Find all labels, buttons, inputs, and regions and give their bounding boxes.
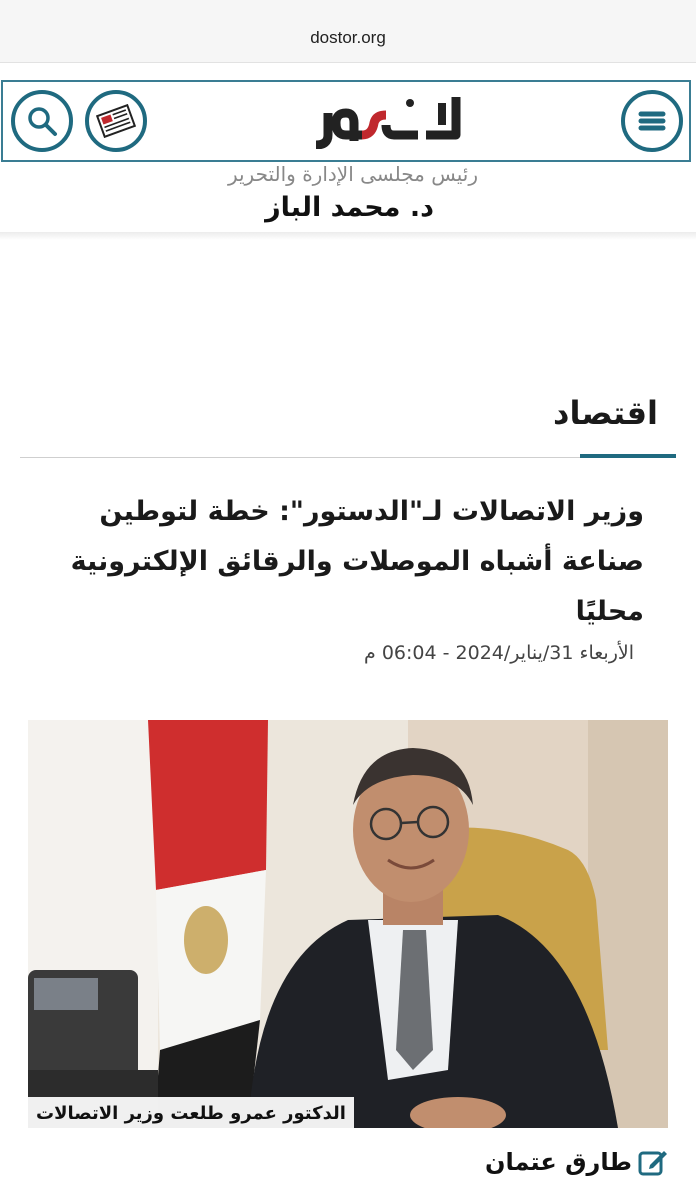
newspaper-icon: [96, 104, 136, 138]
article-date: الأربعاء 31/يناير/2024 - 06:04 م: [364, 642, 634, 664]
site-header: [1, 80, 691, 162]
search-button[interactable]: [11, 90, 73, 152]
section-accent-bar: [580, 454, 676, 458]
url-text[interactable]: dostor.org: [310, 28, 386, 47]
section-divider: [20, 457, 676, 458]
edit-icon: [638, 1148, 668, 1176]
search-icon: [26, 105, 58, 137]
menu-button[interactable]: [621, 90, 683, 152]
browser-address-bar[interactable]: [0, 0, 696, 63]
site-logo[interactable]: [303, 88, 468, 150]
article-photo: [28, 720, 668, 1128]
newspaper-button[interactable]: [85, 90, 147, 152]
article-headline: وزير الاتصالات لـ"الدستور": خطة لتوطين صناعة أشباه الموصلات والرقائق الإلكترونية محليًا: [70, 496, 644, 627]
header-shadow: [0, 232, 696, 240]
photo-caption: الدكتور عمرو طلعت وزير الاتصالات: [28, 1097, 354, 1129]
section-title[interactable]: اقتصاد: [553, 394, 658, 432]
article-author[interactable]: [485, 1148, 668, 1176]
menu-icon: [635, 106, 669, 136]
board-title: رئيس مجلسى الإدارة والتحرير: [227, 162, 478, 186]
board-chairman-name: د. محمد الباز: [265, 192, 434, 223]
author-name[interactable]: طارق عتمان: [484, 1148, 632, 1176]
